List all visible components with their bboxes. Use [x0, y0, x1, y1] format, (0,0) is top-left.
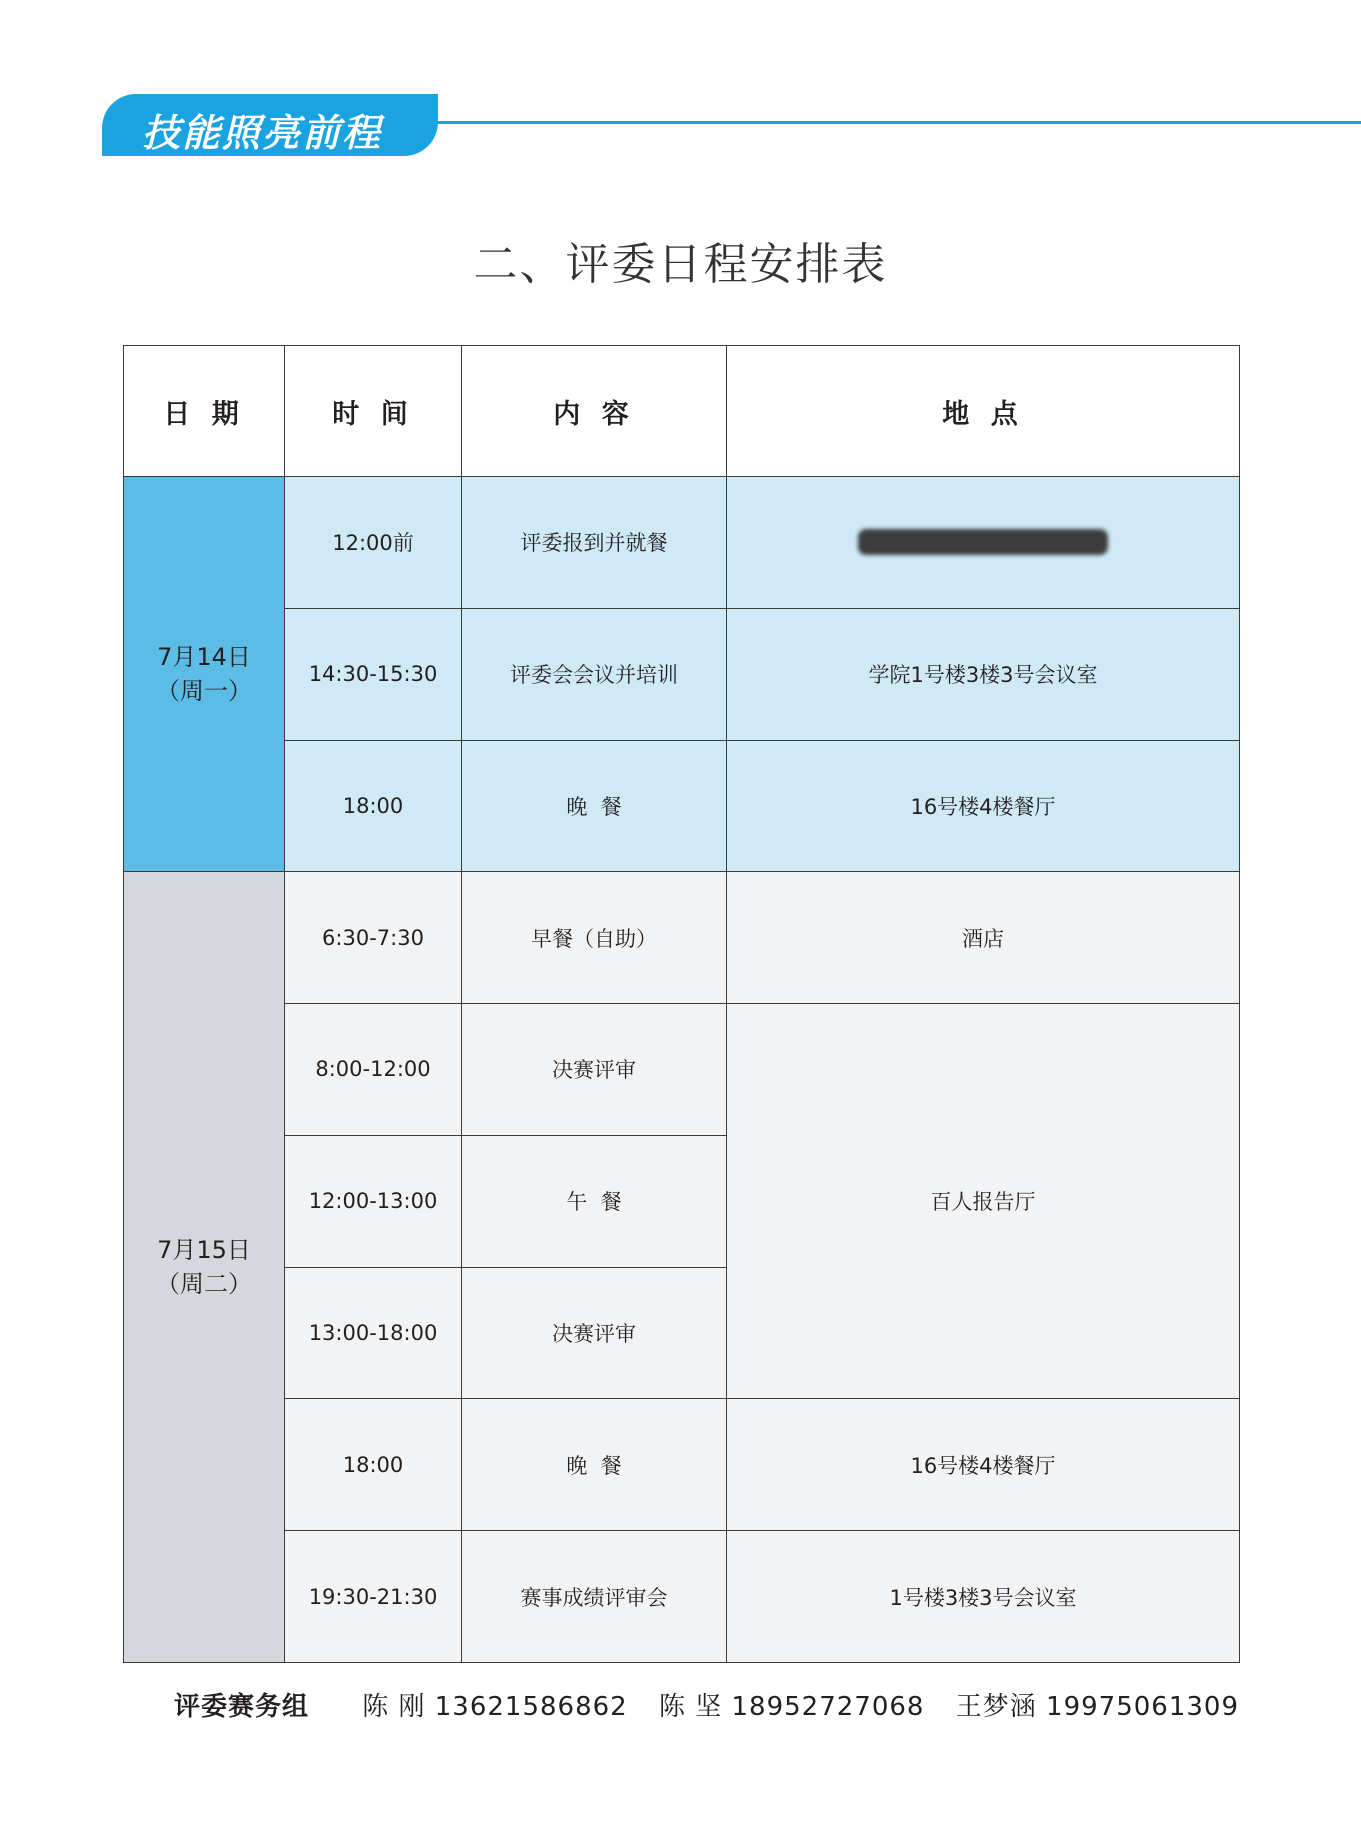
contact-phone: 13621586862 — [434, 1692, 628, 1722]
header-location: 地 点 — [727, 346, 1240, 477]
contact-footer — [0, 1686, 1239, 1723]
time-cell: 13:00-18:00 — [285, 1267, 462, 1399]
location-cell-merged: 百人报告厅 — [727, 1004, 1240, 1399]
table-row — [124, 608, 1240, 740]
banner-title: 技能照亮前程 — [142, 110, 383, 155]
content-cell: 评委报到并就餐 — [462, 477, 727, 609]
contact-name: 陈 坚 — [658, 1692, 723, 1722]
location-cell: 1号楼3楼3号会议室 — [727, 1531, 1240, 1663]
time-cell: 14:30-15:30 — [285, 608, 462, 740]
time-cell: 6:30-7:30 — [285, 872, 462, 1004]
weekday-label: （周一） — [156, 677, 252, 706]
contact-group-label: 评委赛务组 — [173, 1692, 309, 1722]
location-cell: 16号楼4楼餐厅 — [727, 1399, 1240, 1531]
location-cell: 16号楼4楼餐厅 — [727, 740, 1240, 872]
table-row — [124, 1399, 1240, 1531]
content-cell: 晚 餐 — [462, 740, 727, 872]
header-content: 内 容 — [462, 346, 727, 477]
location-cell: 酒店 — [727, 872, 1240, 1004]
weekday-label: （周二） — [156, 1270, 252, 1299]
table-row — [124, 1004, 1240, 1136]
header-date: 日 期 — [124, 346, 285, 477]
table-row — [124, 477, 1240, 609]
location-cell: 学院1号楼3楼3号会议室 — [727, 608, 1240, 740]
page-title: 二、评委日程安排表 — [473, 239, 888, 290]
contact-name: 王梦涵 — [955, 1692, 1037, 1722]
content-cell: 早餐（自助） — [462, 872, 727, 1004]
schedule-table — [123, 345, 1240, 1663]
header-time: 时 间 — [285, 346, 462, 477]
table-row — [124, 740, 1240, 872]
header-rule — [430, 121, 1361, 124]
content-cell: 午 餐 — [462, 1135, 727, 1267]
table-header-row — [124, 346, 1240, 477]
contact-name: 陈 刚 — [362, 1692, 426, 1722]
location-cell — [727, 477, 1240, 609]
time-cell: 8:00-12:00 — [285, 1004, 462, 1136]
date-label: 7月14日 — [157, 643, 251, 672]
contact-phone: 18952727068 — [731, 1692, 925, 1722]
time-cell: 19:30-21:30 — [285, 1531, 462, 1663]
content-cell: 赛事成绩评审会 — [462, 1531, 727, 1663]
content-cell: 晚 餐 — [462, 1399, 727, 1531]
content-cell: 决赛评审 — [462, 1267, 727, 1399]
date-cell-day2 — [124, 872, 285, 1663]
redacted-location — [858, 529, 1108, 555]
content-cell: 评委会会议并培训 — [462, 608, 727, 740]
header-banner — [102, 94, 438, 156]
table-row — [124, 1531, 1240, 1663]
date-label: 7月15日 — [157, 1236, 251, 1265]
content-cell: 决赛评审 — [462, 1004, 727, 1136]
date-cell-day1 — [124, 477, 285, 872]
time-cell: 12:00前 — [285, 477, 462, 609]
time-cell: 12:00-13:00 — [285, 1135, 462, 1267]
time-cell: 18:00 — [285, 1399, 462, 1531]
table-row — [124, 872, 1240, 1004]
contact-phone: 19975061309 — [1046, 1692, 1239, 1722]
time-cell: 18:00 — [285, 740, 462, 872]
